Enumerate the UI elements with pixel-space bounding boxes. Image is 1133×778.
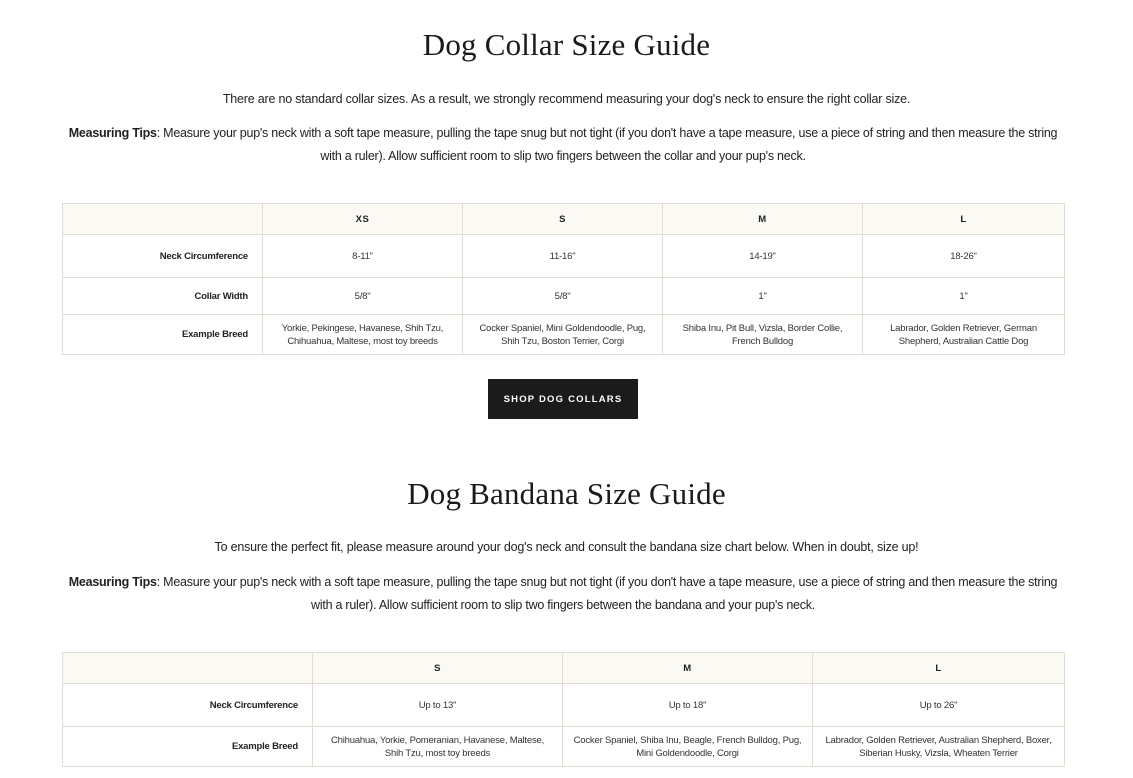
cell-value: Cocker Spaniel, Mini Goldendoodle, Pug, Shih Tzu, Boston Terrier, Corgi — [463, 315, 663, 355]
bandana-header-blank — [63, 653, 313, 684]
collar-tips-label: Measuring Tips — [68, 126, 157, 140]
cell-value: 11-16" — [463, 235, 663, 278]
cell-value: Labrador, Golden Retriever, Australian Shepherd, Boxer, Siberian Husky, Vizsla, Wheaten Terrier — [813, 727, 1065, 767]
bandana-size-s: S — [313, 653, 563, 684]
bandana-tips-text: : Measure your pup's neck with a soft tape measure, pulling the tape snug but not tight (if you don't have a tape measure, use a piece of string and then measure the string with a ruler). Allow sufficient room to slip two fingers between the bandana and your pup's neck. — [156, 575, 1058, 612]
cell-value: Up to 18" — [563, 684, 813, 727]
cell-value: 14-19" — [663, 235, 863, 278]
row-label-example-breed: Example Breed — [63, 315, 263, 355]
bandana-size-m: M — [563, 653, 813, 684]
cell-value: 1" — [663, 278, 863, 315]
bandana-measuring-tips — [62, 571, 1064, 617]
row-label-neck-circumference: Neck Circumference — [63, 684, 313, 727]
cell-value: Shiba Inu, Pit Bull, Vizsla, Border Collie, French Bulldog — [663, 315, 863, 355]
table-row — [63, 235, 1065, 278]
collar-size-table — [62, 203, 1065, 355]
cell-value: 5/8" — [263, 278, 463, 315]
row-label-neck-circumference: Neck Circumference — [63, 235, 263, 278]
cell-value: 1" — [863, 278, 1065, 315]
cell-value: 8-11" — [263, 235, 463, 278]
table-row — [63, 684, 1065, 727]
collar-size-l: L — [863, 204, 1065, 235]
cell-value: Chihuahua, Yorkie, Pomeranian, Havanese, Maltese, Shih Tzu, most toy breeds — [313, 727, 563, 767]
collar-tips-text: : Measure your pup's neck with a soft tape measure, pulling the tape snug but not tight (if you don't have a tape measure, use a piece of string and then measure the string with a ruler). Allow sufficient room to slip two fingers between the collar and your pup's neck. — [156, 126, 1058, 163]
cell-value: 18-26" — [863, 235, 1065, 278]
cell-value: Up to 26" — [813, 684, 1065, 727]
collar-measuring-tips — [62, 122, 1064, 168]
row-label-example-breed: Example Breed — [63, 727, 313, 767]
collar-size-s: S — [463, 204, 663, 235]
bandana-size-table — [62, 652, 1065, 767]
collar-size-xs: XS — [263, 204, 463, 235]
collar-intro: There are no standard collar sizes. As a result, we strongly recommend measuring your dog's neck to ensure the right collar size. — [222, 92, 911, 106]
cell-value: Up to 13" — [313, 684, 563, 727]
cell-value: 5/8" — [463, 278, 663, 315]
cell-value: Yorkie, Pekingese, Havanese, Shih Tzu, Chihuahua, Maltese, most toy breeds — [263, 315, 463, 355]
shop-dog-collars-button[interactable]: SHOP DOG COLLARS — [488, 379, 638, 419]
collar-header-blank — [63, 204, 263, 235]
cell-value: Labrador, Golden Retriever, German Shepherd, Australian Cattle Dog — [863, 315, 1065, 355]
bandana-guide-title: Dog Bandana Size Guide — [407, 476, 726, 511]
bandana-size-header-row — [63, 653, 1065, 684]
row-label-collar-width: Collar Width — [63, 278, 263, 315]
table-row — [63, 727, 1065, 767]
bandana-intro: To ensure the perfect fit, please measure around your dog's neck and consult the bandana size chart below. When in doubt, size up! — [214, 540, 919, 554]
collar-size-m: M — [663, 204, 863, 235]
bandana-tips-label: Measuring Tips — [68, 575, 157, 589]
table-row — [63, 315, 1065, 355]
collar-size-header-row — [63, 204, 1065, 235]
table-row — [63, 278, 1065, 315]
collar-guide-title: Dog Collar Size Guide — [422, 27, 711, 62]
bandana-size-l: L — [813, 653, 1065, 684]
cell-value: Cocker Spaniel, Shiba Inu, Beagle, French Bulldog, Pug, Mini Goldendoodle, Corgi — [563, 727, 813, 767]
